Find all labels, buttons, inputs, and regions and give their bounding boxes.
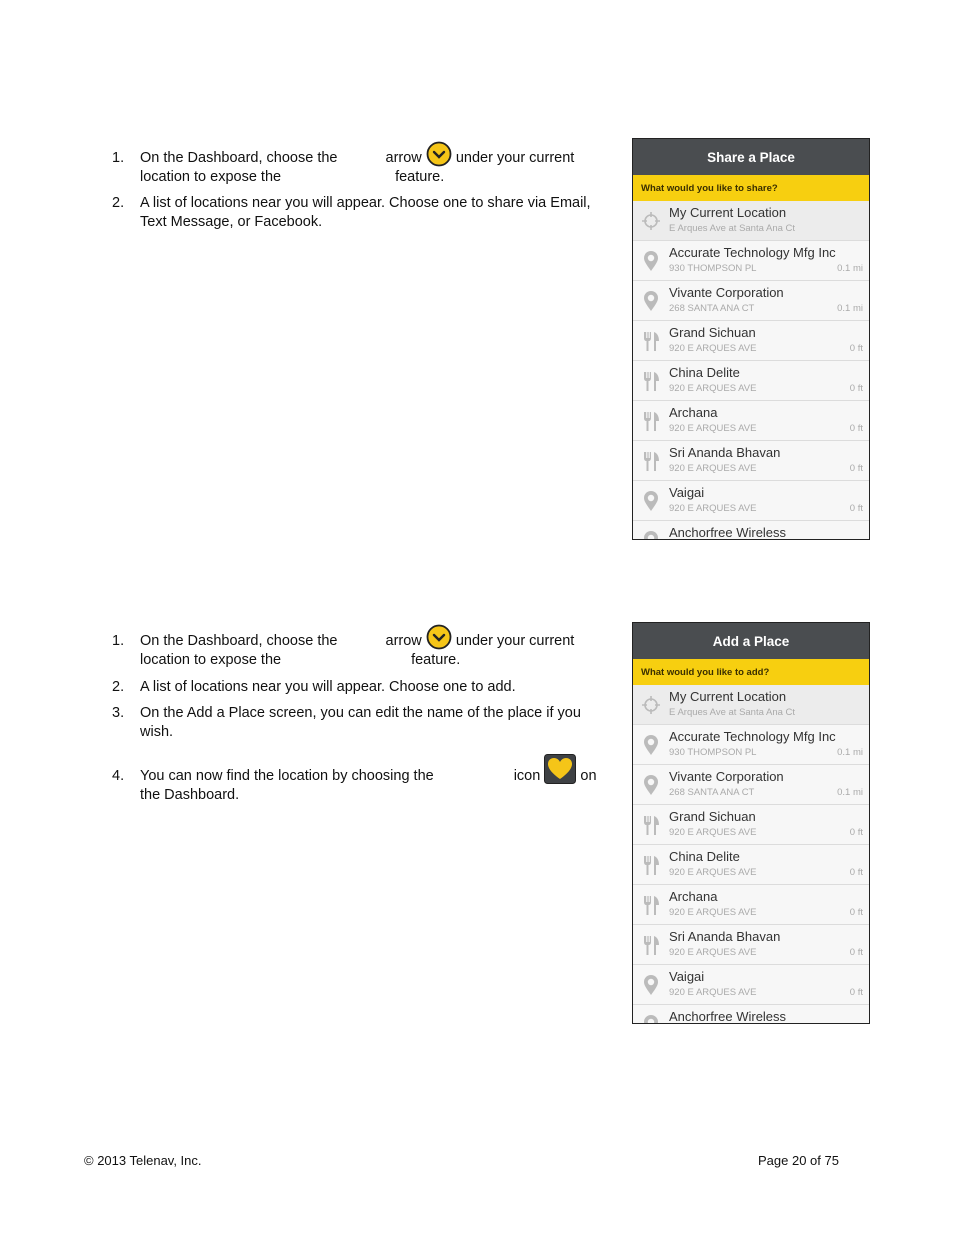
step-text: A list of locations near you will appear. Choose one to add. [140, 679, 516, 695]
place-distance: 0 ft [849, 503, 863, 514]
place-name: China Delite [669, 365, 740, 380]
share-a-place-screenshot [632, 138, 870, 540]
place-list [633, 201, 869, 539]
place-list-item[interactable] [633, 1005, 869, 1023]
map-pin-icon [641, 490, 661, 512]
place-address: 920 E ARQUES AVE [669, 947, 757, 958]
place-name: My Current Location [669, 689, 787, 704]
place-distance: 0 ft [849, 867, 863, 878]
place-address: 920 E ARQUES AVE [669, 827, 757, 838]
step-number: 1. [112, 633, 125, 649]
place-name: Vaigai [669, 969, 705, 984]
step-text: A list of locations near you will appear. Choose one to share via Email, Text Message, or Facebook. [140, 195, 591, 230]
place-address: 920 E ARQUES AVE [669, 463, 757, 474]
step-number: 3. [112, 705, 125, 721]
step-text: On the Add a Place screen, you can edit the name of the place if you wish. [140, 705, 581, 740]
map-pin-icon [641, 774, 661, 796]
place-list-item[interactable] [633, 441, 869, 481]
place-list-item[interactable] [633, 281, 869, 321]
place-address: 268 SANTA ANA CT [669, 303, 755, 314]
place-list-item[interactable] [633, 965, 869, 1005]
place-list-item[interactable] [633, 521, 869, 539]
place-distance: 0 ft [849, 423, 863, 434]
place-address: 920 E ARQUES AVE [669, 383, 757, 394]
place-distance: 0 ft [849, 947, 863, 958]
place-address: 930 THOMPSON PL [669, 747, 757, 758]
place-name: Sri Ananda Bhavan [669, 445, 781, 460]
place-name: Vivante Corporation [669, 285, 784, 300]
place-list-item[interactable] [633, 805, 869, 845]
place-name: Sri Ananda Bhavan [669, 929, 781, 944]
map-pin-icon [641, 734, 661, 756]
place-list-item[interactable] [633, 725, 869, 765]
screen-title: Add a Place [633, 623, 869, 659]
place-address: 930 THOMPSON PL [669, 263, 757, 274]
place-name: My Current Location [669, 205, 787, 220]
place-name: Anchorfree Wireless [669, 525, 787, 540]
crosshair-icon [641, 694, 661, 716]
place-distance: 0 ft [849, 907, 863, 918]
place-distance: 0 ft [849, 987, 863, 998]
place-address: 920 E ARQUES AVE [669, 907, 757, 918]
step-number: 1. [112, 150, 125, 166]
step-text-cont: location to expose the feature. [140, 652, 461, 668]
fork-knife-icon [641, 854, 661, 876]
screen-prompt: What would you like to share? [633, 175, 869, 201]
map-pin-icon [641, 974, 661, 996]
fork-knife-icon [641, 894, 661, 916]
place-list-item[interactable] [633, 481, 869, 521]
place-list-item[interactable] [633, 201, 869, 241]
place-distance: 0 ft [849, 463, 863, 474]
place-list [633, 685, 869, 1023]
fork-knife-icon [641, 410, 661, 432]
place-name: Vivante Corporation [669, 769, 784, 784]
screen-prompt: What would you like to add? [633, 659, 869, 685]
step-text: On the Dashboard, choose the arrow under your current [140, 632, 610, 651]
place-distance: 0.1 mi [837, 747, 863, 758]
map-pin-icon [641, 290, 661, 312]
footer-page-number: Page 20 of 75 [758, 1153, 839, 1168]
heart-favorites-icon [544, 754, 576, 784]
step-number: 4. [112, 768, 125, 784]
place-list-item[interactable] [633, 925, 869, 965]
place-list-item[interactable] [633, 401, 869, 441]
place-address: 920 E ARQUES AVE [669, 503, 757, 514]
place-address: 920 E ARQUES AVE [669, 987, 757, 998]
screen-title: Share a Place [633, 139, 869, 175]
place-name: Grand Sichuan [669, 325, 756, 340]
place-list-item[interactable] [633, 361, 869, 401]
chevron-down-circle-icon [426, 624, 452, 650]
step-text: On the Dashboard, choose the arrow under your current [140, 149, 610, 168]
place-name: Archana [669, 889, 718, 904]
place-address: E Arques Ave at Santa Ana Ct [669, 707, 796, 718]
place-name: Accurate Technology Mfg Inc [669, 245, 836, 260]
place-distance: 0.1 mi [837, 263, 863, 274]
map-pin-icon [641, 1014, 661, 1024]
place-list-item[interactable] [633, 765, 869, 805]
place-name: Vaigai [669, 485, 705, 500]
place-list-item[interactable] [633, 241, 869, 281]
place-name: Archana [669, 405, 718, 420]
fork-knife-icon [641, 330, 661, 352]
place-distance: 0 ft [849, 343, 863, 354]
place-distance: 0.1 mi [837, 787, 863, 798]
footer-copyright: © 2013 Telenav, Inc. [84, 1153, 202, 1168]
place-distance: 0 ft [849, 383, 863, 394]
place-address: 920 E ARQUES AVE [669, 343, 757, 354]
place-address: E Arques Ave at Santa Ana Ct [669, 223, 796, 234]
place-address: 268 SANTA ANA CT [669, 787, 755, 798]
chevron-down-circle-icon [426, 141, 452, 167]
place-name: Anchorfree Wireless [669, 1009, 787, 1024]
step-text-cont: the Dashboard. [140, 787, 240, 803]
fork-knife-icon [641, 450, 661, 472]
place-address: 920 E ARQUES AVE [669, 423, 757, 434]
place-distance: 0 ft [849, 827, 863, 838]
step-number: 2. [112, 679, 125, 695]
place-distance: 0.1 mi [837, 303, 863, 314]
add-a-place-screenshot [632, 622, 870, 1024]
place-list-item[interactable] [633, 685, 869, 725]
place-list-item[interactable] [633, 321, 869, 361]
place-list-item[interactable] [633, 885, 869, 925]
map-pin-icon [641, 250, 661, 272]
place-name: Grand Sichuan [669, 809, 756, 824]
step-number: 2. [112, 195, 125, 211]
fork-knife-icon [641, 814, 661, 836]
map-pin-icon [641, 530, 661, 540]
place-name: China Delite [669, 849, 740, 864]
place-name: Accurate Technology Mfg Inc [669, 729, 836, 744]
fork-knife-icon [641, 934, 661, 956]
place-address: 920 E ARQUES AVE [669, 867, 757, 878]
fork-knife-icon [641, 370, 661, 392]
step-text: You can now find the location by choosing the icon on [140, 767, 610, 786]
place-list-item[interactable] [633, 845, 869, 885]
step-text-cont: location to expose the feature. [140, 169, 445, 185]
crosshair-icon [641, 210, 661, 232]
